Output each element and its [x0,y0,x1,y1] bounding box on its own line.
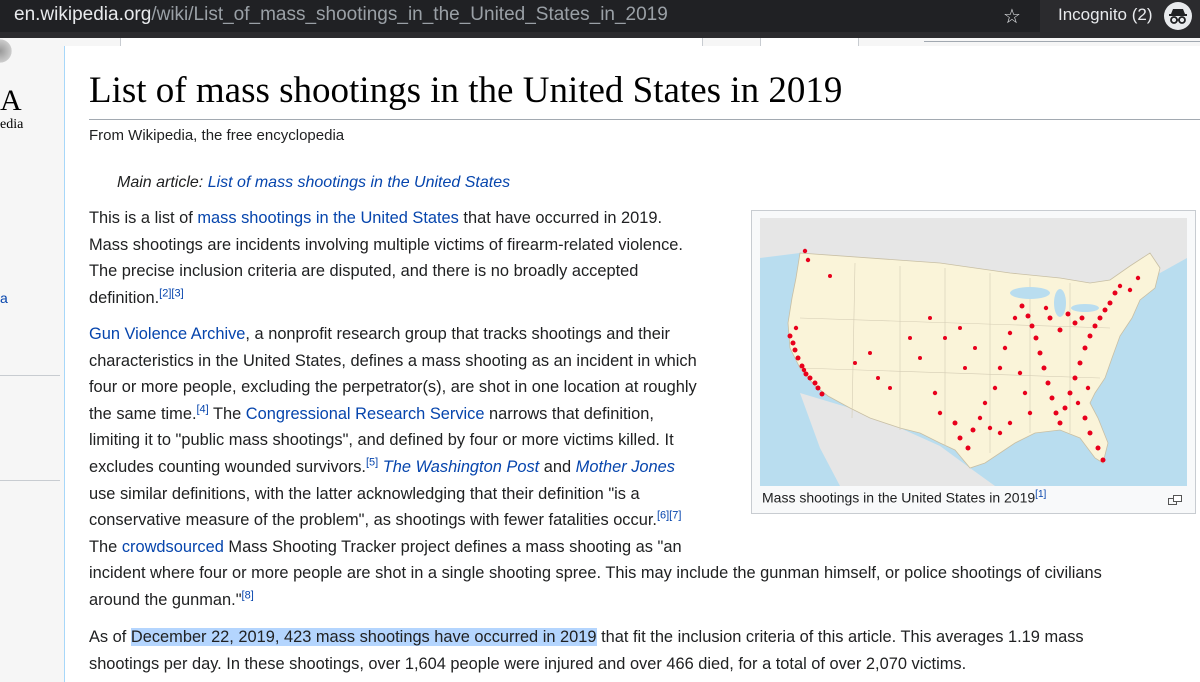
tab-article[interactable] [120,38,172,46]
star-icon[interactable]: ☆ [1003,6,1021,28]
search-box-edge[interactable] [924,38,1200,42]
caption-text: Mass shootings in the United States in 2019 [762,489,1036,506]
url-host: en.wikipedia.org [14,4,152,25]
hatnote-prefix: Main article: [117,174,208,191]
link-mother-jones[interactable]: Mother Jones [575,457,675,476]
text: definition. [89,288,160,307]
page-title: List of mass shootings in the United States in 2019 [89,70,843,111]
paragraph-intro [89,205,739,311]
text: narrows that definition, [484,404,654,423]
text-line: shootings per day. In these shootings, over 1,604 people were injured and over 466 died, for a total of over 2,070 victims. [89,654,967,673]
text: The [89,537,122,556]
sidebar [0,46,64,682]
sidebar-divider [0,375,60,376]
link-mass-shootings[interactable]: mass shootings in the United States [197,209,459,227]
text: The [208,404,246,423]
text: that have occurred in 2019. [458,209,663,227]
link-washington-post[interactable]: The Washington Post [382,457,540,476]
tab-read[interactable] [760,38,810,46]
reference-link[interactable]: [1] [1035,489,1047,500]
link-crowdsourced[interactable]: crowdsourced [121,537,224,556]
text: As of [89,628,131,646]
text: that fit the inclusion criteria of this article. This averages 1.19 mass [596,628,1084,646]
address-bar[interactable] [0,0,1040,32]
enlarge-icon[interactable] [1168,492,1182,502]
title-divider [89,119,1200,120]
site-subtitle: From Wikipedia, the free encyclopedia [89,127,345,144]
reference-link[interactable]: [5] [365,456,379,469]
text-line: characteristics in the United States, defines a mass shooting as an incident in which [89,351,697,370]
text: conservative measure of the problem", as shootings with fewer fatalities occur. [89,511,657,530]
text: Mass Shooting Tracker project defines a mass shooting as "an [223,537,682,556]
reference-link[interactable]: [4] [196,403,209,416]
tab-edit[interactable] [808,38,859,46]
text-line: limiting it to "public mass shootings", and defined by four or more victims killed. It [89,431,674,450]
link-crs[interactable]: Congressional Research Service [245,404,485,423]
thumbnail-figure [751,210,1196,514]
link-gun-violence-archive[interactable]: Gun Violence Archive [89,325,246,343]
sidebar-link[interactable]: a [0,290,8,306]
text-line: use similar definitions, with the latter acknowledging that their definition "is a [89,484,640,503]
selected-text[interactable]: December 22, 2019, 423 mass shootings have occurred in 2019 [130,628,597,646]
text: the same time. [89,404,197,423]
text-line: incident where four or more people are shot in a single shooting spree. This may include the gunman himself, or police shootings of civilians [89,564,1102,583]
incognito-icon[interactable] [1164,2,1192,30]
hatnote [117,174,510,192]
tab-spacer [170,38,703,46]
reference-link[interactable]: [8] [241,589,254,602]
text: and [539,457,576,476]
text: This is a list of [89,209,198,227]
sidebar-divider [0,480,60,481]
url-text[interactable] [14,4,668,26]
incognito-label[interactable]: Incognito (2) [1058,5,1153,24]
text-line: Mass shootings are incidents involving multiple victims of firearm-related violence. [89,235,683,254]
paragraph-stats [89,624,1189,677]
hatnote-link[interactable]: List of mass shootings in the United States [207,174,511,191]
text-line: four or more people, excluding the perpetrator(s), are shot in one location at roughly [89,378,697,397]
url-path: /wiki/List_of_mass_shootings_in_the_United_States_in_2019 [151,4,668,25]
reference-link[interactable]: [6][7] [656,509,682,522]
reference-link[interactable]: [2][3] [159,287,184,300]
text: excludes counting wounded survivors. [89,457,366,476]
text: , a nonprofit research group that tracks shootings and their [245,325,671,343]
thumbnail-caption [762,489,1046,506]
text-line: The precise inclusion criteria are disputed, and there is no broadly accepted [89,262,639,281]
us-map-image[interactable] [760,218,1187,486]
text: around the gunman." [89,590,242,609]
wikipedia-globe-icon[interactable] [0,38,14,64]
logo-tagline: edia [0,117,24,132]
browser-toolbar [0,0,1200,38]
logo-wordmark[interactable]: A [0,84,22,117]
